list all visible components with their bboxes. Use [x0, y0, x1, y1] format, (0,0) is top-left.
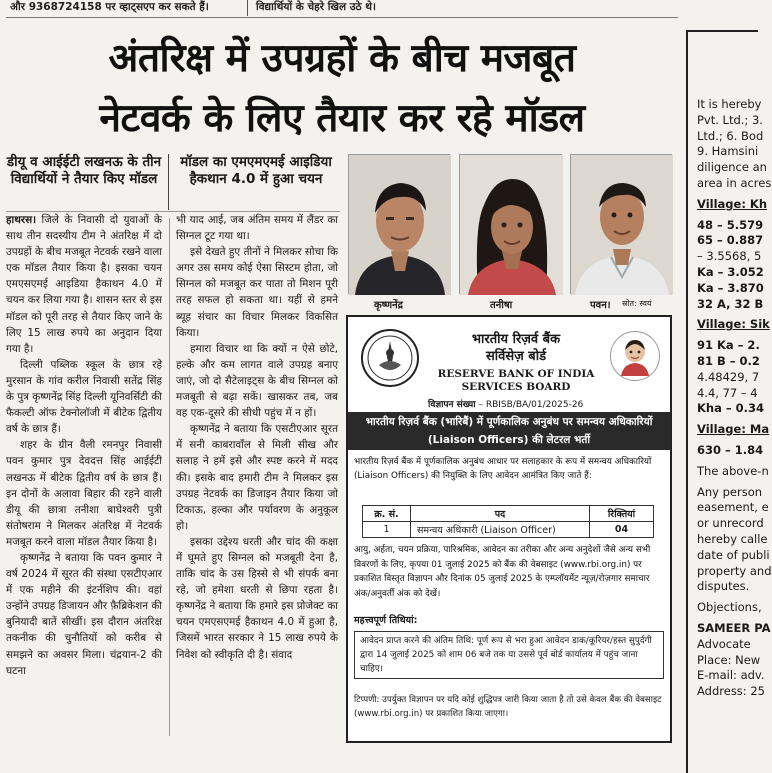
paragraph: दिल्ली पब्लिक स्कूल के छात्र रहे मुरसान के गांव करील निवासी सतेंद्र सिंह के पुत्र कृष्णनेंद्र सिंह दिल्ली यूनिवर्सिटी की फैकल्टी ऑफ टेक्नोलॉजी में बीटेक द्वितीय वर्ष के छात्र हैं।: [6, 358, 162, 436]
notice-line: 9. Hamsini: [697, 144, 759, 159]
top-rule: [6, 17, 678, 18]
notice-line: Ka – 3.870: [697, 280, 764, 295]
notice-border: [686, 30, 688, 773]
table-row: [363, 522, 654, 538]
person-portrait-icon: [349, 155, 451, 295]
notice-line: area in acres: [697, 175, 772, 190]
notice-line: date of publi: [697, 547, 770, 562]
notice-line: Advocate: [697, 636, 751, 651]
photo-source: स्रोत: स्वयं: [622, 299, 652, 308]
notice-line: 4.48429, 7: [697, 369, 760, 384]
notice-line: – 3.5568, 5: [697, 249, 762, 264]
advertisement-details: आयु, अर्हता, चयन प्रक्रिया, पारिश्रमिक, आवेदन का तरीका और अन्य अनुदेशों जैसे अन्य सभी विवरणों के लिए, कृपया 01 जुलाई 2025 को बैंक की वेबसाइट (www.rbi.org.in) पर प्रकाशित विस्तृत विज्ञापन और दिनांक 05 जुलाई 2025 के एम्प्लॉयमेंट न्यूज़/रोज़गार समाचार अंक/अनुवर्ती अंक को देखें।: [354, 545, 651, 599]
notice-line: diligence an: [697, 160, 767, 175]
advertisement-intro: भारतीय रिज़र्व बैंक में पूर्णकालिक अनुबंध आधार पर सलाहकार के रूप में समन्वय अधिकारियों (Liaison Officers) की नियुक्ति के लिए आवेदन आमंत्रित किए जाते हैं:: [354, 457, 652, 481]
advertisement-number: विज्ञापन संख्या – RBISB/BA/01/2025-26: [428, 400, 584, 410]
notice-line: Any person: [697, 484, 763, 499]
notice-line: disputes.: [697, 579, 750, 594]
person-portrait-icon: [460, 155, 563, 295]
paragraph: इसे देखते हुए तीनों ने मिलकर सोचा कि अगर उस समय कोई ऐसा सिस्टम होता, जो सिग्नल को मजबूत कर पाता तो मिशन पूरी तरह सफल हो सकता था। यहीं से हमने ब्यूह संचार का विचार मिलकर विकसित किया।: [176, 246, 338, 339]
column-divider: [247, 0, 248, 16]
photo-caption: तनीषा: [490, 300, 513, 311]
notice-line: or unrecord: [697, 516, 764, 531]
legal-notice-fragment: [697, 97, 772, 773]
photo-caption: कृष्णनेंद्र: [374, 300, 403, 311]
paragraph: हमारा विचार था कि क्यों न ऐसे छोटे, हल्के और कम लागत वाले उपग्रह बनाए जाएं, जो दो सैटेलाइट्स के बीच सिग्नल को मजबूती से बढ़ा सकें। खासकर तब, जब वह एक-दूसरे की सीधी पहुंच में न हों।: [176, 342, 338, 420]
notice-line: Address: 25: [697, 684, 765, 699]
rbi-hindi-title: भारतीय रिज़र्व बैंक: [471, 332, 561, 347]
top-snippet-left: और 9368724158 पर व्हाट्सएप कर सकते हैं।: [10, 1, 209, 13]
headline-line-1: अंतरिक्ष में उपग्रहों के बीच मजबूत: [108, 35, 576, 81]
top-snippet-right: विद्यार्थियों के चेहरे खिल उठे थे।: [256, 1, 376, 13]
notice-line: Village: Kh: [697, 196, 768, 211]
notice-line: 4.4, 77 – 4: [697, 385, 758, 400]
notice-line: Place: New: [697, 652, 761, 667]
subhead-right: मॉडल का एमएमएमई आइडिया हैकथान 4.0 में हुआ चयन: [180, 154, 332, 187]
rbi-seal-icon: [361, 329, 419, 387]
photo-tanisha: [459, 154, 562, 294]
notice-line: 630 – 1.84: [697, 442, 764, 457]
notice-line: SAMEER PA: [697, 620, 771, 635]
notice-line: The above-n: [697, 463, 769, 478]
paragraph: शहर के ग्रीन वैली रमनपुर निवासी पवन कुमार पुत्र देवदत्त सिंह आईईटी लखनऊ में बीटेक द्वितीय वर्ष के छात्र हैं। इन दोनों के अलावा बिहार की रहने वाली डीयू की छात्रा तनीशा बाघेश्वरी पुत्री संतोषराम ने मिलकर अंतरिक्ष में नेटवर्क मजबूत करने वाला मॉडल तैयार किया है।: [6, 439, 162, 548]
article-column-2: [176, 212, 338, 740]
photo-pawan: [570, 154, 672, 294]
notice-line: easement, e: [697, 500, 769, 515]
notice-line: Village: Sik: [697, 317, 770, 332]
rbi-english-subtitle: SERVICES BOARD: [461, 381, 571, 393]
table-cell: 04: [590, 522, 654, 538]
notice-line: E-mail: adv.: [697, 668, 765, 683]
application-deadline: आवेदन प्राप्त करने की अंतिम तिथि: पूर्ण रूप से भरा हुआ आवेदन डाक/कूरियर/हस्त सुपुर्दगी द्वारा 14 जुलाई 2025 को शाम 06 बजे तक या उससे पूर्व बोर्ड कार्यालय में पहुंच जाना चाहिए।: [354, 631, 664, 679]
dateline: हाथरस।: [6, 214, 37, 226]
notice-line: 32 A, 32 B: [697, 296, 764, 311]
article-column-1: [6, 212, 162, 740]
notice-line: property and: [697, 563, 772, 578]
notice-line: 91 Ka – 2.: [697, 338, 760, 353]
notice-line: 48 – 5.579: [697, 217, 764, 232]
table-header: क्र. सं.: [363, 506, 411, 522]
rbi-advertisement: [346, 315, 672, 743]
paragraph: कृष्णनेंद्र ने बताया कि पवन कुमार ने वर्ष 2024 में सूरत की संस्था एसटीएआर में एक महीने की इंटर्नशिप की। वहां उन्होंने उपग्रह डिजायन और फ़ैब्रिकेशन की बुनियादी बातें सीखीं। इस दौरान अंतरिक्ष तकनीक की चुनौतियों को करीब से समझने का अवसर मिला। चंद्रयान-2 की घटना: [6, 551, 162, 677]
notice-line: Ka – 3.052: [697, 264, 764, 279]
notice-line: Village: Ma: [697, 422, 770, 437]
notice-line: 81 B – 0.2: [697, 353, 760, 368]
notice-line: hereby calle: [697, 531, 768, 546]
paragraph: कृष्णनेंद्र ने बताया कि एसटीएआर सूरत में सनी काबरावाँल से मिली सीख और सलाह ने हमें इसे और स्पष्ट करने में मदद की। इसके बाद हमारी टीम ने मिलकर इस उपग्रह नेटवर्क का डिजाइन तैयार किया जो टिकाऊ, हल्का और पर्यावरण के अनुकूल हो।: [176, 423, 338, 532]
paragraph: इसका उद्देश्य धरती और चांद की कक्षा में घूमते हुए सिग्नल को मजबूती देना है, ताकि चांद के उस हिस्से से भी संपर्क बना रहे, जो हमेशा धरती से छिपा रहता है। कृष्णनेंद्र ने बताया कि हमारे इस प्रोजेक्ट का चयन एमएसएमई हैकाथन 4.0 में हुआ है, जिसमें भारत सरकार ने 15 लाख रुपये के निवेश को स्वीकृति दी है। संवाद: [176, 535, 338, 661]
table-header: रिक्तियां: [590, 506, 654, 522]
table-cell: 1: [363, 522, 411, 538]
mascot-icon: [610, 331, 660, 381]
notice-line: It is hereby: [697, 97, 762, 111]
notice-line: Kha – 0.34: [697, 401, 764, 416]
table-header: पद: [411, 506, 590, 522]
table-cell: समन्वय अधिकारी (Liaison Officer): [411, 522, 590, 538]
rbi-english-title: RESERVE BANK OF INDIA: [437, 368, 595, 380]
notice-line: Pvt. Ltd.; 3.: [697, 112, 763, 127]
table-header-row: [363, 506, 654, 522]
photo-caption: पवन।: [590, 300, 611, 311]
notice-line: 65 – 0.887: [697, 233, 764, 248]
advertisement-note: टिप्पणी: उपर्युक्त विज्ञापन पर यदि कोई शुद्धिपत्र जारी किया जाता है तो उसे केवल बैंक की वेबसाइट (www.rbi.org.in) पर प्रकाशित किया जाएगा।: [354, 695, 662, 719]
recruitment-banner: भारतीय रिज़र्व बैंक (भारिबैं) में पूर्णकालिक अनुबंध पर समन्वय अधिकारियों (Liaison Officers) की लेटरल भर्ती: [348, 412, 670, 450]
subhead-divider: [168, 154, 169, 210]
headline-line-2: नेटवर्क के लिए तैयार कर रहे मॉडल: [99, 95, 585, 141]
photo-krishnendra: [348, 154, 450, 294]
notice-border: [686, 30, 758, 32]
column-divider: [169, 218, 170, 736]
paragraph: जिले के निवासी दो युवाओं के साथ तीन सदस्यीय टीम ने अंतरिक्ष में दो उपग्रहों के बीच मजबूत नेटवर्क रखने वाला एक मॉडल तैयार किया है। इसका चयन एमएसएमई आइडिया हैकाथन 4.0 में चयन कर लिया गया है। शासन स्तर से इस मॉडल को पूरी तरह से तैयार किए जाने के लिए 15 लाख रुपये का अनुदान दिया गया है।: [6, 214, 162, 355]
notice-line: Objections,: [697, 600, 762, 615]
subhead-left: डीयू व आईईटी लखनऊ के तीन विद्यार्थियों ने तैयार किए मॉडल: [6, 154, 162, 187]
notice-line: Ltd.; 6. Bod: [697, 128, 764, 143]
paragraph: भी याद आई, जब अंतिम समय में लैंडर का सिग्नल टूट गया था।: [176, 214, 338, 243]
important-dates-heading: महत्त्वपूर्ण तिथियां:: [354, 615, 418, 626]
rbi-hindi-subtitle: सर्विसेज़ बोर्ड: [485, 349, 547, 364]
vacancy-table: [362, 505, 654, 538]
person-portrait-icon: [571, 155, 673, 295]
